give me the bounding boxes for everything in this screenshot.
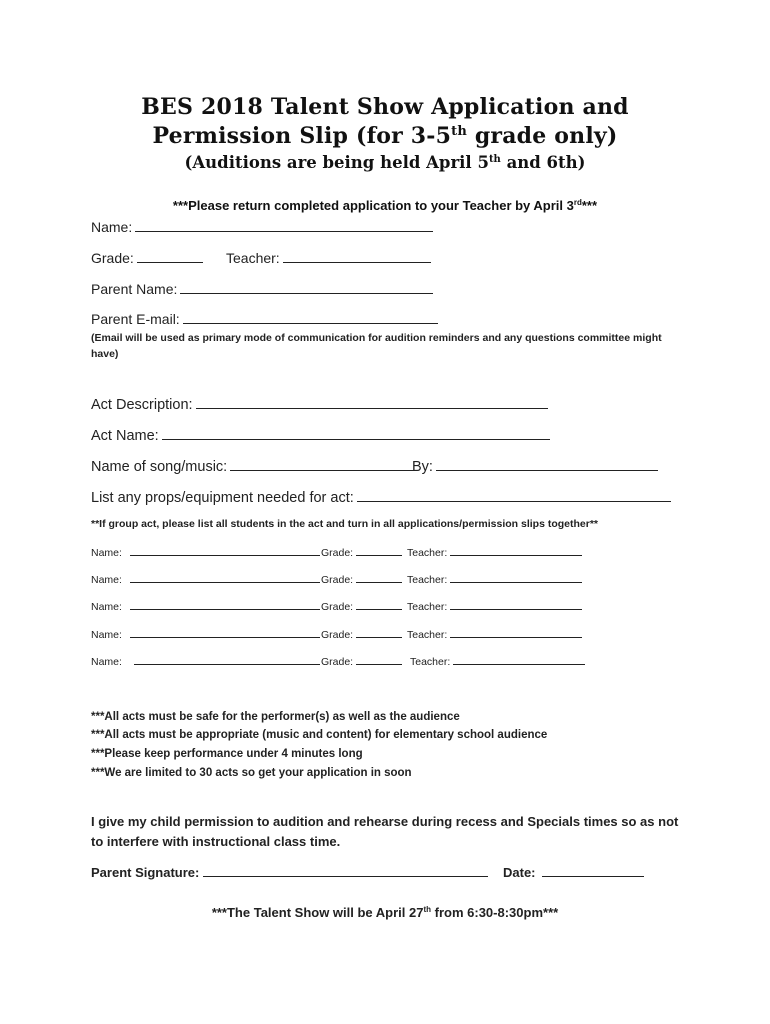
group-row-teacher[interactable] — [407, 628, 582, 641]
group-grade-label: Grade: — [321, 656, 354, 668]
grade-field[interactable] — [91, 249, 203, 266]
footer-text: ***The Talent Show will be April 27 — [211, 905, 424, 920]
group-teacher-label: Teacher: — [410, 656, 451, 668]
group-row-name[interactable] — [91, 628, 320, 641]
rule-item: ***All acts must be appropriate (music and content) for elementary school audience — [91, 729, 548, 741]
grade-label: Grade: — [91, 250, 134, 266]
group-row-name[interactable] — [91, 573, 320, 586]
act-name-field[interactable] — [91, 426, 550, 444]
parent-name-blank[interactable] — [180, 280, 433, 294]
rule-item: ***Please keep performance under 4 minutes long — [91, 748, 363, 760]
song-by-blank[interactable] — [436, 457, 658, 471]
song-label: Name of song/music: — [91, 459, 228, 475]
group-grade-blank[interactable] — [356, 546, 402, 556]
rule-item: ***We are limited to 30 acts so get your application in soon — [91, 767, 412, 779]
group-teacher-label: Teacher: — [407, 574, 448, 586]
group-teacher-label: Teacher: — [407, 547, 448, 559]
notice-text: ***Please return completed application to your Teacher by April 3 — [172, 198, 574, 213]
name-label: Name: — [91, 219, 133, 235]
group-name-blank[interactable] — [130, 546, 320, 556]
song-by-label: By: — [412, 459, 433, 475]
group-name-label: Name: — [91, 629, 122, 641]
group-row-name[interactable] — [91, 546, 320, 559]
teacher-field[interactable] — [226, 249, 431, 266]
group-name-label: Name: — [91, 656, 122, 668]
parent-signature-field[interactable] — [91, 863, 488, 880]
notice-superscript: rd — [573, 198, 582, 207]
song-by-field[interactable] — [412, 457, 658, 475]
group-act-heading: **If group act, please list all students in the act and turn in all applications/permission slips together** — [91, 518, 599, 530]
group-name-label: Name: — [91, 574, 122, 586]
group-row-grade[interactable] — [321, 600, 402, 613]
group-grade-label: Grade: — [321, 629, 354, 641]
subtitle-text-end: and 6th) — [500, 153, 586, 172]
props-blank[interactable] — [357, 488, 671, 502]
footer-text-end: from 6:30-8:30pm*** — [431, 905, 559, 920]
return-notice — [0, 198, 770, 213]
title-text-end: grade only) — [466, 123, 618, 149]
footer-superscript: th — [423, 905, 432, 914]
group-name-blank[interactable] — [134, 655, 320, 665]
form-title-line-1: BES 2018 Talent Show Application and — [141, 94, 629, 120]
parent-name-label: Parent Name: — [91, 281, 178, 297]
date-blank[interactable] — [542, 863, 644, 877]
group-row-name[interactable] — [91, 600, 320, 613]
title-superscript: th — [451, 124, 467, 139]
group-grade-blank[interactable] — [356, 573, 402, 583]
act-description-blank[interactable] — [196, 395, 548, 409]
group-grade-blank[interactable] — [356, 628, 402, 638]
permission-statement: I give my child permission to audition and rehearse during recess and Specials times so as not to interfere with instructional class time. — [91, 814, 679, 849]
group-teacher-label: Teacher: — [407, 601, 448, 613]
group-teacher-label: Teacher: — [407, 629, 448, 641]
parent-signature-blank[interactable] — [203, 863, 488, 877]
group-grade-label: Grade: — [321, 547, 354, 559]
parent-email-label: Parent E-mail: — [91, 311, 180, 327]
parent-signature-label: Parent Signature: — [91, 865, 200, 880]
group-row-grade[interactable] — [321, 655, 402, 668]
props-label: List any props/equipment needed for act: — [91, 490, 354, 506]
title-text: Permission Slip (for 3-5 — [152, 123, 452, 149]
song-blank[interactable] — [230, 457, 415, 471]
name-field[interactable] — [91, 218, 433, 235]
date-label: Date: — [503, 865, 536, 880]
notice-text-end: *** — [581, 198, 598, 213]
auditions-subtitle — [0, 153, 770, 172]
grade-blank[interactable] — [137, 249, 203, 263]
form-title-line-2 — [0, 123, 770, 149]
group-teacher-blank[interactable] — [450, 600, 582, 610]
act-name-label: Act Name: — [91, 428, 159, 444]
group-row-teacher[interactable] — [410, 655, 585, 668]
group-row-teacher[interactable] — [407, 546, 582, 559]
name-blank[interactable] — [135, 218, 433, 232]
group-teacher-blank[interactable] — [450, 546, 582, 556]
group-name-blank[interactable] — [130, 628, 320, 638]
subtitle-superscript: th — [488, 154, 501, 165]
teacher-blank[interactable] — [283, 249, 431, 263]
group-grade-label: Grade: — [321, 601, 354, 613]
group-teacher-blank[interactable] — [453, 655, 585, 665]
group-grade-blank[interactable] — [356, 655, 402, 665]
group-grade-label: Grade: — [321, 574, 354, 586]
group-name-blank[interactable] — [130, 600, 320, 610]
group-row-teacher[interactable] — [407, 573, 582, 586]
group-row-teacher[interactable] — [407, 600, 582, 613]
parent-email-field[interactable] — [91, 310, 438, 327]
rule-item: ***All acts must be safe for the performer(s) as well as the audience — [91, 711, 460, 723]
group-teacher-blank[interactable] — [450, 628, 582, 638]
parent-email-blank[interactable] — [183, 310, 438, 324]
song-field[interactable] — [91, 457, 415, 475]
group-name-blank[interactable] — [130, 573, 320, 583]
group-row-grade[interactable] — [321, 628, 402, 641]
group-name-label: Name: — [91, 601, 122, 613]
group-grade-blank[interactable] — [356, 600, 402, 610]
group-row-grade[interactable] — [321, 573, 402, 586]
act-description-field[interactable] — [91, 395, 548, 413]
act-description-label: Act Description: — [91, 397, 193, 413]
subtitle-text: (Auditions are being held April 5 — [184, 153, 489, 172]
show-date-footer — [0, 905, 770, 920]
act-name-blank[interactable] — [162, 426, 550, 440]
group-teacher-blank[interactable] — [450, 573, 582, 583]
group-row-name[interactable] — [91, 655, 320, 668]
group-row-grade[interactable] — [321, 546, 402, 559]
props-field[interactable] — [91, 488, 671, 506]
email-note: (Email will be used as primary mode of communication for audition reminders and any questions committee might have) — [91, 332, 662, 360]
teacher-label: Teacher: — [226, 250, 280, 266]
date-field[interactable] — [503, 863, 644, 880]
parent-name-field[interactable] — [91, 280, 433, 297]
group-name-label: Name: — [91, 547, 122, 559]
